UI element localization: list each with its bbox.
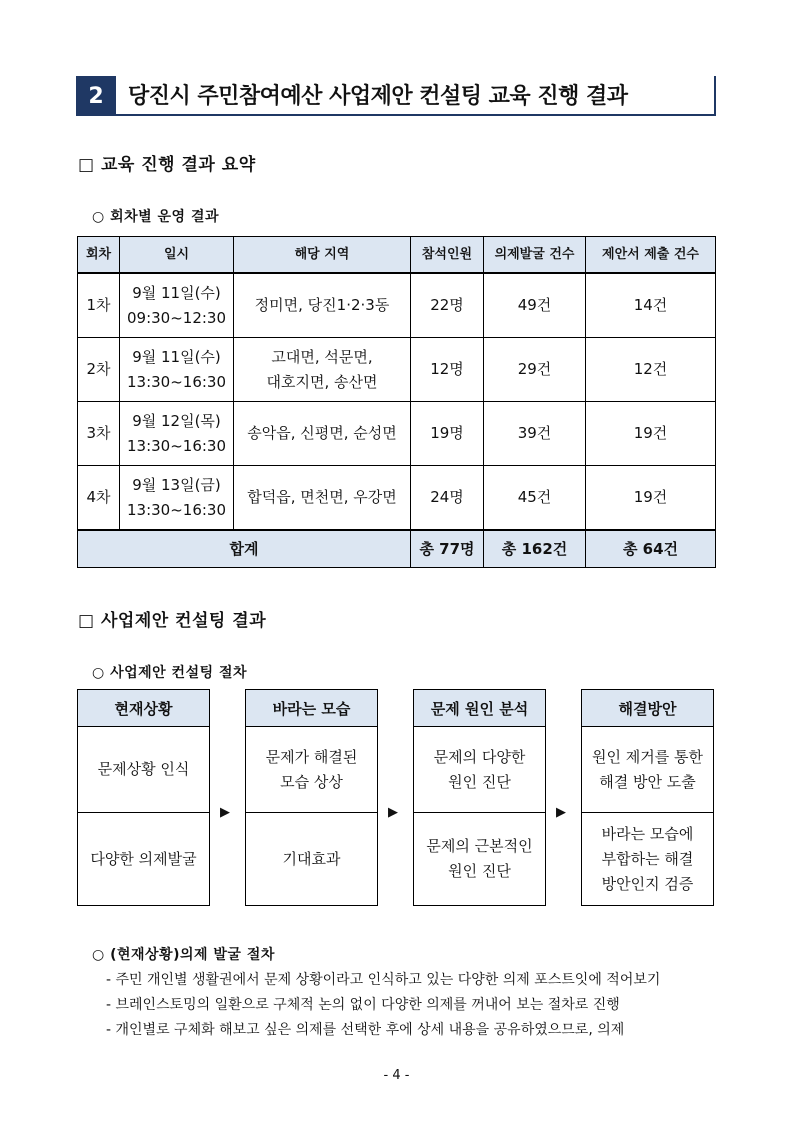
- step-text-line: 다양한 의제발굴: [90, 849, 197, 868]
- step-text-line: 문제가 해결된: [265, 747, 358, 766]
- step-cell-top: [414, 727, 545, 813]
- bullet-item: - 개인별로 구체화 해보고 싶은 의제를 선택한 후에 상세 내용을 공유하였으므로, 의제: [106, 1022, 625, 1038]
- bullet-item: - 브레인스토밍의 일환으로 구체적 논의 없이 다양한 의제를 꺼내어 보는 절차로 진행: [106, 997, 620, 1013]
- step-cell-bottom: [414, 813, 545, 905]
- total-attendees: 총 77명: [411, 530, 484, 568]
- table-row: [78, 338, 716, 402]
- cell-date: 9월 11일(수): [132, 283, 221, 302]
- bullet-item: - 주민 개인별 생활권에서 문제 상황이라고 인식하고 있는 다양한 의제 포스트잇에 적어보기: [106, 972, 661, 988]
- cell-issues: 39건: [484, 402, 586, 466]
- step-current-situation: [77, 689, 210, 906]
- cell-proposals: 19건: [586, 466, 716, 531]
- cell-region: [234, 466, 411, 531]
- header-proposals: 제안서 제출 건수: [586, 237, 716, 274]
- step-text-line: 모습 상상: [280, 772, 343, 791]
- total-proposals: 총 64건: [586, 530, 716, 568]
- cell-time: 09:30~12:30: [126, 308, 227, 327]
- header-region: 해당 지역: [234, 237, 411, 274]
- cell-date: 9월 11일(수): [132, 347, 221, 366]
- step-text-line: 문제의 근본적인: [426, 837, 533, 855]
- arrow-right-icon: ▶: [556, 805, 566, 820]
- step-title: 해결방안: [582, 690, 713, 727]
- step-desired-state: [245, 689, 378, 906]
- total-label: 합계: [78, 530, 411, 568]
- step-cell-bottom: [78, 813, 209, 905]
- step-text-line: 기대효과: [282, 849, 341, 868]
- consulting-subheading: ○ 사업제안 컨설팅 절차: [92, 665, 248, 681]
- step-cell-bottom: [582, 813, 713, 905]
- cell-attendees: 19명: [411, 402, 484, 466]
- step-text-line: 원인 제거를 통한: [592, 747, 703, 766]
- section-underline: [76, 114, 716, 116]
- page-number: - 4 -: [383, 1068, 410, 1083]
- step-text-line: 원인 진단: [448, 772, 511, 791]
- cell-region-line: 송악읍, 신평면, 순성면: [247, 424, 397, 442]
- cell-attendees: 22명: [411, 273, 484, 338]
- summary-subheading: ○ 회차별 운영 결과: [92, 209, 220, 225]
- cell-region: [234, 402, 411, 466]
- cell-region-line: 대호지면, 송산면: [266, 372, 378, 391]
- cell-proposals: 19건: [586, 402, 716, 466]
- section-number: 2: [76, 76, 116, 116]
- cell-datetime: [120, 402, 234, 466]
- step-title: 현재상황: [78, 690, 209, 727]
- cell-region-line: 합덕읍, 면천면, 우강면: [247, 488, 397, 506]
- table-row: [78, 402, 716, 466]
- header-attendees: 참석인원: [411, 237, 484, 274]
- step-text-line: 문제상황 인식: [97, 760, 190, 778]
- step-text-line: 방안인지 검증: [601, 874, 694, 893]
- table-row: [78, 273, 716, 338]
- step-text-line: 바라는 모습에: [601, 824, 694, 843]
- table-row: [78, 466, 716, 531]
- summary-heading: □ 교육 진행 결과 요약: [78, 155, 256, 175]
- cell-datetime: [120, 273, 234, 338]
- cell-datetime: [120, 466, 234, 531]
- cell-attendees: 12명: [411, 338, 484, 402]
- table-header-row: [78, 237, 716, 274]
- step-text-line: 해결 방안 도출: [599, 772, 696, 791]
- step-cell-top: [78, 727, 209, 813]
- step-title: 바라는 모습: [246, 690, 377, 727]
- cell-time: 13:30~16:30: [126, 436, 227, 455]
- cell-region: [234, 338, 411, 402]
- cell-date: 9월 13일(금): [132, 475, 221, 494]
- step-text-line: 부합하는 해결: [601, 849, 694, 868]
- section-header: [76, 76, 716, 116]
- cell-datetime: [120, 338, 234, 402]
- cell-region: [234, 273, 411, 338]
- cell-session: 4차: [78, 466, 120, 531]
- cell-issues: 49건: [484, 273, 586, 338]
- cell-proposals: 14건: [586, 273, 716, 338]
- consulting-heading: □ 사업제안 컨설팅 결과: [78, 611, 267, 631]
- cell-session: 1차: [78, 273, 120, 338]
- cell-session: 3차: [78, 402, 120, 466]
- cell-session: 2차: [78, 338, 120, 402]
- step-cell-bottom: [246, 813, 377, 905]
- cell-time: 13:30~16:30: [126, 500, 227, 519]
- step-text-line: 원인 진단: [448, 862, 511, 880]
- step-text-line: 문제의 다양한: [433, 747, 526, 766]
- section-right-border: [714, 76, 716, 116]
- cell-region-line: 정미면, 당진1·2·3동: [254, 296, 390, 314]
- cell-date: 9월 12일(목): [132, 411, 221, 430]
- cell-region-line: 고대면, 석문면,: [271, 347, 373, 366]
- step-cause-analysis: [413, 689, 546, 906]
- cell-issues: 29건: [484, 338, 586, 402]
- step-solution: [581, 689, 714, 906]
- table-total-row: [78, 530, 716, 568]
- arrow-right-icon: ▶: [388, 805, 398, 820]
- session-results-table: [77, 236, 716, 568]
- arrow-right-icon: ▶: [220, 805, 230, 820]
- header-date: 일시: [120, 237, 234, 274]
- header-session: 회차: [78, 237, 120, 274]
- cell-issues: 45건: [484, 466, 586, 531]
- cell-attendees: 24명: [411, 466, 484, 531]
- step-title: 문제 원인 분석: [414, 690, 545, 727]
- cell-time: 13:30~16:30: [126, 372, 227, 391]
- total-issues: 총 162건: [484, 530, 586, 568]
- step-cell-top: [246, 727, 377, 813]
- cell-proposals: 12건: [586, 338, 716, 402]
- step-cell-top: [582, 727, 713, 813]
- process-heading: ○ (현재상황)의제 발굴 절차: [92, 947, 275, 963]
- header-issues: 의제발굴 건수: [484, 237, 586, 274]
- section-title: 당진시 주민참여예산 사업제안 컨설팅 교육 진행 결과: [128, 84, 628, 109]
